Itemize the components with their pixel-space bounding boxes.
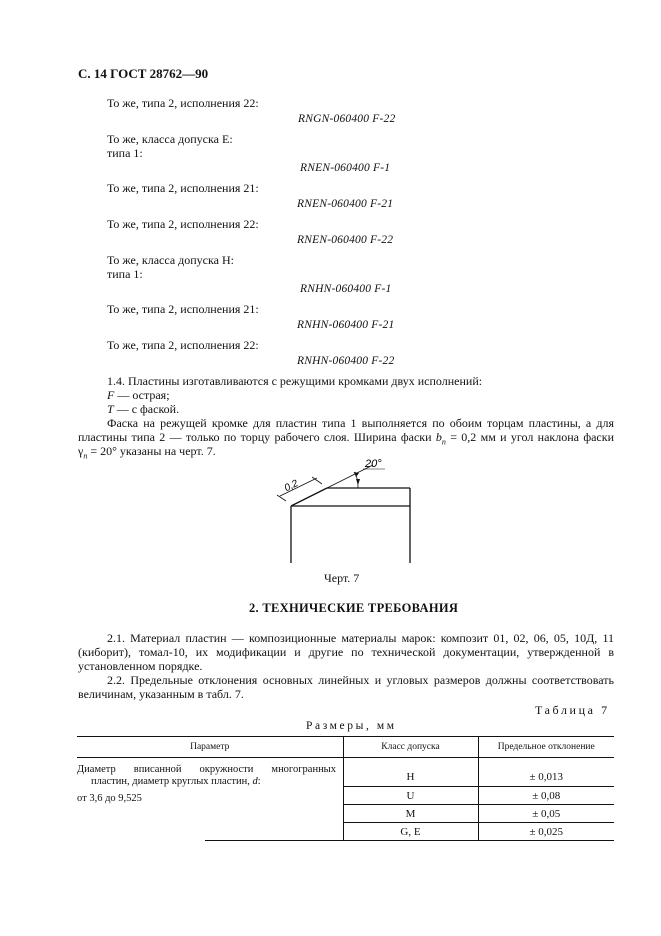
designation-label: То же, типа 2, исполнения 21:: [107, 181, 259, 195]
table-header-row: [77, 737, 614, 758]
designation-code: RNEN-060400 F-21: [297, 198, 394, 210]
section-paragraph-line: 2.2. Предельные отклонения основных линейных и угловых размеров должны соответствовать: [107, 673, 614, 687]
section-paragraph-line: (киборит), томал-10, их модификации и другие по технической документации, утвержденной в: [78, 645, 614, 659]
edge-option-f: [107, 388, 170, 402]
chamfer-paragraph-line: Фаска на режущей кромке для пластин типа 1 выполняется по обоим торцам пластины, а для: [107, 416, 614, 430]
edge-text-t: — с фаской.: [113, 402, 180, 416]
edge-text-f: — острая;: [114, 388, 170, 402]
edge-letter-t: T: [107, 402, 114, 416]
chamfer-text: пластины типа 2 — только по торцу рабочего слоя. Ширина фаски: [78, 430, 436, 444]
chamfer-width-label: 0,2: [282, 478, 301, 495]
parameter-cell: [77, 758, 343, 841]
tolerance-value-cell: ± 0,05: [478, 805, 614, 823]
figure-caption: Черт. 7: [324, 571, 360, 585]
designation-code: RNHN-060400 F-22: [297, 355, 395, 367]
edge-letter-f: F: [107, 388, 115, 402]
page-header: С. 14 ГОСТ 28762—90: [78, 66, 209, 81]
tolerance-table: [77, 736, 614, 842]
table-label: Таблица 7: [535, 703, 610, 717]
clause-intro: 1.4. Пластины изготавливаются с режущими кромками двух исполнений:: [107, 374, 483, 388]
chamfer-paragraph-line: [78, 444, 216, 463]
designation-label: То же, типа 2, исполнения 21:: [107, 302, 259, 316]
chamfer-edge: [291, 488, 327, 506]
designation-label: То же, класса допуска E:: [107, 132, 233, 146]
parameter-line: [77, 776, 343, 788]
tolerance-value-cell: ± 0,013: [478, 758, 614, 787]
chamfer-text: = 20° указаны на черт. 7.: [87, 444, 216, 458]
tolerance-class-cell: G, E: [343, 823, 478, 841]
section-paragraph-line: величинам, указанным в табл. 7.: [78, 687, 244, 701]
section-paragraph-line: установленном порядке.: [78, 659, 203, 673]
designation-label-type: типа 1:: [107, 146, 143, 160]
designation-code: RNGN-060400 F-22: [298, 113, 396, 125]
arrow-icon: [356, 479, 360, 485]
table-units: Размеры, мм: [306, 720, 397, 732]
tolerance-value-cell: ± 0,08: [478, 787, 614, 805]
header-limit-deviation: Предельное отклонение: [478, 737, 614, 758]
chamfer-drawing: [255, 455, 425, 570]
chamfer-text: = 0,2 мм и угол наклона фаски: [445, 430, 614, 444]
header-tolerance-class: Класс допуска: [343, 737, 478, 758]
tolerance-class-cell: U: [343, 787, 478, 805]
designation-code: RNHN-060400 F-1: [300, 283, 392, 295]
designation-label: То же, типа 2, исполнения 22:: [107, 338, 259, 352]
header-parameter: Параметр: [77, 737, 343, 758]
tolerance-value-cell: ± 0,025: [478, 823, 614, 841]
designation-code: RNEN-060400 F-1: [300, 162, 391, 174]
parameter-text: пластин, диаметр круглых пластин,: [91, 776, 253, 787]
tolerance-class-cell: H: [343, 758, 478, 787]
designation-label: То же, типа 2, исполнения 22:: [107, 217, 259, 231]
designation-label: То же, типа 2, исполнения 22:: [107, 96, 259, 110]
parameter-range: от 3,6 до 9,525: [77, 793, 142, 804]
angle-symbol: γ: [78, 444, 84, 458]
tolerance-class-cell: M: [343, 805, 478, 823]
parameter-colon: :: [257, 776, 261, 787]
chamfer-symbol-b: b: [435, 430, 442, 444]
table-row: [77, 758, 614, 787]
edge-option-t: [107, 402, 179, 416]
designation-code: RNHN-060400 F-21: [297, 319, 395, 331]
designation-label: То же, класса допуска H:: [107, 253, 234, 267]
section-paragraph-line: 2.1. Материал пластин — композиционные материалы марок: композит 01, 02, 06, 05, 10Д, 11: [107, 631, 614, 645]
table-bottom-rule: [77, 841, 614, 842]
extension-line: [277, 495, 286, 501]
angle-label: 20°: [365, 458, 382, 470]
chamfer-symbol-sub: n: [441, 437, 446, 447]
designation-label-type: типа 1:: [107, 267, 143, 281]
angle-symbol-sub: n: [83, 451, 88, 461]
parameter-line: Диаметр вписанной окружности многогранных: [77, 764, 336, 775]
parameter-symbol-d: d: [252, 776, 258, 787]
designation-code: RNEN-060400 F-22: [297, 234, 394, 246]
section-title: 2. ТЕХНИЧЕСКИЕ ТРЕБОВАНИЯ: [249, 601, 459, 615]
